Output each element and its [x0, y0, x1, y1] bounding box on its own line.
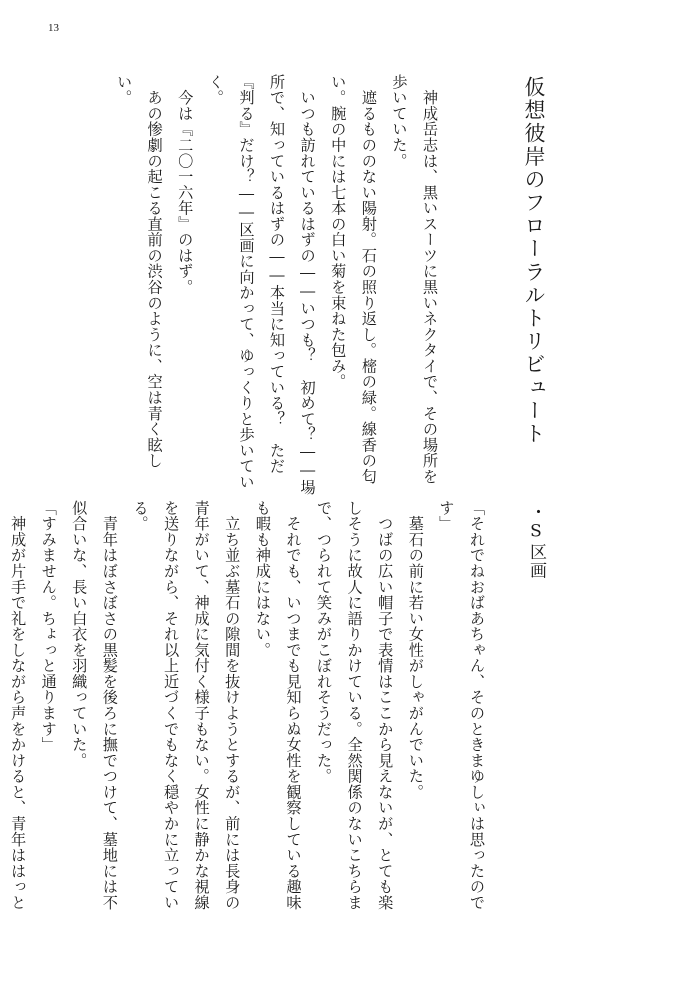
text-line: 青年がいて、神成に気付く様子もない。女性に静かな視線 [192, 500, 211, 911]
text-line: 遮るもののない陽射。石の照り返し。樒の緑。線香の匂 [359, 74, 378, 485]
text-line: で、つられて笑みがこぼれそうだった。 [315, 500, 334, 785]
text-line: 青年はぼさぼさの黒髪を後ろに撫でつけて、墓地には不 [100, 500, 119, 911]
top-body-text [108, 74, 445, 495]
text-line: す」 [437, 500, 456, 532]
text-line: いつも訪れているはずの――いつも？ 初めて？――場 [298, 74, 317, 496]
text-line: 歩いていた。 [390, 74, 409, 169]
text-line: い。腕の中には七本の白い菊を束ねた包み。 [329, 74, 348, 390]
text-line: 「それでねおばあちゃん、そのときまゆしぃは思ったので [468, 500, 486, 911]
text-line [0, 500, 3, 910]
text-line: 「すみません。ちょっと通ります」 [39, 500, 58, 753]
chapter-title: 仮想彼岸のフローラルトリビュート [522, 76, 546, 446]
text-line: る。 [131, 500, 150, 532]
text-line: 立ち並ぶ墓石の隙間を抜けようとするが、前には長身の [223, 500, 242, 911]
text-line: を送りながら、それ以上近づくでもなく穏やかに立ってい [162, 500, 181, 911]
section-heading: ・S区画 [526, 503, 546, 580]
text-line: 『判る』だけ？――区画に向かって、ゆっくりと歩いてい [237, 74, 256, 490]
text-line: あの惨劇の起こる直前の渋谷のように、空は青く眩し [145, 74, 164, 469]
text-line: しそうに故人に語りかけている。全然関係のないこちらま [345, 500, 364, 911]
text-line: 墓石の前に若い女性がしゃがんでいた。 [406, 500, 425, 800]
text-line: 所で、知っているはずの――本当に知っている？ ただ [268, 74, 287, 475]
text-line: 今は『二〇一六年』のはず。 [176, 74, 195, 295]
text-line: も暇も神成にはない。 [253, 500, 272, 658]
text-line: つばの広い帽子で表情はここから見えないが、とても楽 [376, 500, 395, 911]
text-line: い。 [115, 74, 134, 106]
text-line: それでも、いつまでも見知らぬ女性を観察している趣味 [284, 500, 303, 911]
page-number: 13 [48, 22, 59, 34]
text-line: く。 [206, 74, 225, 106]
text-line: 神成岳志は、黒いスーツに黒いネクタイで、その場所を [421, 74, 439, 485]
text-line: 神成が片手で礼をしながら声をかけると、青年ははっと [9, 500, 28, 911]
bottom-body-text [0, 500, 492, 910]
text-line: 似合いな、長い白衣を羽織っていた。 [70, 500, 89, 769]
